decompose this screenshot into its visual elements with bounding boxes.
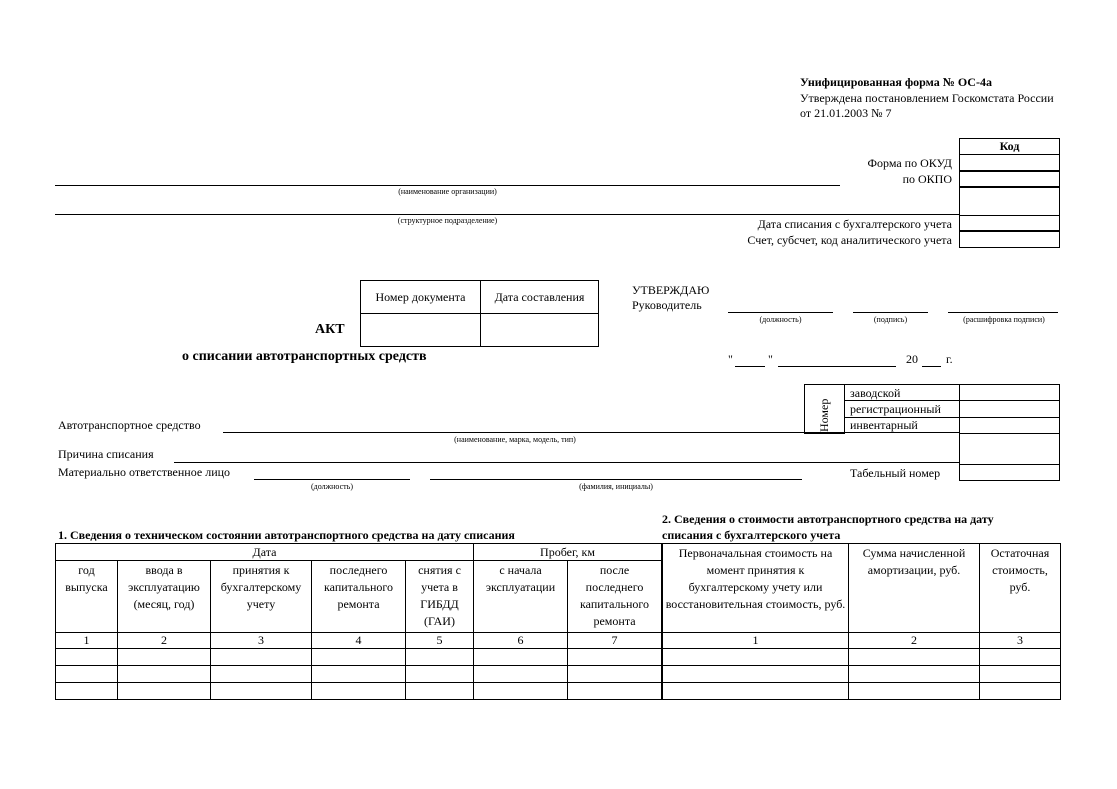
head-position-line[interactable] [728,312,833,313]
col-commissioning: ввода в эксплуатацию (месяц, год) [118,561,211,633]
org-name-line[interactable] [55,185,840,186]
okud-code-field[interactable] [959,154,1060,171]
okpo-label: по ОКПО [902,172,952,186]
section2-title-line2: списания с бухгалтерского учета [662,528,841,542]
vehicle-label: Автотранспортное средство [58,418,201,432]
vehicle-caption: (наименование, марка, модель, тип) [454,435,576,444]
form-title: Унифицированная форма № ОС-4а [800,75,992,89]
technical-state-table [55,543,662,700]
inventory-number-label: инвентарный [850,418,918,432]
act-title: АКТ [315,322,345,337]
responsible-name-line[interactable] [430,479,802,480]
decoding-caption: (расшифровка подписи) [963,315,1045,324]
table-cell[interactable] [568,649,662,666]
table-row [663,649,1061,666]
table-cell[interactable] [980,649,1061,666]
okud-label: Форма по ОКУД [867,156,952,170]
col-number: 6 [474,633,568,649]
act-subtitle: о списании автотранспортных средств [182,349,427,364]
date-year-line[interactable] [922,366,941,367]
doc-date-field[interactable] [481,314,599,347]
col-number: 3 [980,633,1061,649]
reason-label: Причина списания [58,447,154,461]
date-day-line[interactable] [735,366,765,367]
table-cell[interactable] [406,683,474,700]
col-deregistration: снятия с учета в ГИБДД (ГАИ) [406,561,474,633]
date-group-header: Дата [56,544,474,561]
section1-title: 1. Сведения о техническом состоянии автотранспортного средства на дату списания [58,528,515,542]
responsible-name-caption: (фамилия, инициалы) [579,482,653,491]
table-cell[interactable] [118,649,211,666]
col-depreciation: Сумма начисленной амортизации, руб. [849,544,980,633]
col-last-overhaul: последнего капитального ремонта [312,561,406,633]
registration-number-field[interactable] [960,401,1059,416]
doc-number-field[interactable] [361,314,481,347]
table-cell[interactable] [849,649,980,666]
col-number: 5 [406,633,474,649]
doc-number-table [360,280,599,347]
table-cell[interactable] [663,666,849,683]
col-mileage-total: с начала эксплуатации [474,561,568,633]
col-release-year: год выпуска [56,561,118,633]
factory-number-label: заводской [850,386,901,400]
doc-number-header: Номер документа [361,281,481,314]
col-mileage-after-overhaul: после последнего капитального ремонта [568,561,662,633]
table-cell[interactable] [849,666,980,683]
col-number: 4 [312,633,406,649]
table-row [56,666,662,683]
table-cell[interactable] [568,683,662,700]
date-quote-close: " [768,352,773,366]
okpo-code-field[interactable] [959,171,1060,187]
date-year-prefix: 20 [906,352,918,366]
col-number: 1 [56,633,118,649]
responsible-label: Материально ответственное лицо [58,465,231,479]
table-cell[interactable] [474,683,568,700]
date-month-line[interactable] [778,366,896,367]
codes-header: Код [999,139,1020,153]
account-field[interactable] [959,231,1060,248]
reason-line[interactable] [174,462,959,463]
table-cell[interactable] [406,649,474,666]
table-cell[interactable] [474,666,568,683]
dept-line[interactable] [55,214,959,215]
inventory-number-field[interactable] [960,418,1059,433]
col-number: 2 [849,633,980,649]
factory-number-field[interactable] [960,385,1059,400]
table-cell[interactable] [312,649,406,666]
table-cell[interactable] [211,683,312,700]
account-label: Счет, субсчет, код аналитического учета [747,233,952,247]
date-quote-open: " [728,352,733,366]
table-cell[interactable] [211,666,312,683]
dept-caption: (структурное подразделение) [397,216,498,225]
section2-title-line1: 2. Сведения о стоимости автотранспортного средства на дату [662,512,994,526]
table-cell[interactable] [474,649,568,666]
table-cell[interactable] [211,649,312,666]
mileage-group-header: Пробег, км [474,544,662,561]
table-cell[interactable] [56,683,118,700]
tab-number-field[interactable] [960,465,1059,480]
approved-line-2: от 21.01.2003 № 7 [800,106,892,120]
head-signature-line[interactable] [853,312,928,313]
table-cell[interactable] [980,666,1061,683]
approve-label: УТВЕРЖДАЮ [632,283,710,297]
col-number: 7 [568,633,662,649]
table-cell[interactable] [980,683,1061,700]
table-cell[interactable] [849,683,980,700]
registration-number-label: регистрационный [850,402,941,416]
table-cell[interactable] [56,649,118,666]
col-accounting-acceptance: принятия к бухгалтерскому учету [211,561,312,633]
table-cell[interactable] [312,683,406,700]
write-off-date-label: Дата списания с бухгалтерского учета [757,217,952,231]
approved-line-1: Утверждена постановлением Госкомстата России [800,91,1054,105]
table-row [56,649,662,666]
date-year-suffix: г. [946,352,953,366]
responsible-position-line[interactable] [254,479,410,480]
write-off-date-field[interactable] [959,215,1060,231]
table-row [663,666,1061,683]
col-number: 2 [118,633,211,649]
vehicle-line[interactable] [223,432,959,433]
table-cell[interactable] [56,666,118,683]
head-label: Руководитель [632,298,702,312]
cost-table [662,543,1061,700]
table-cell[interactable] [663,683,849,700]
tab-number-label: Табельный номер [850,466,941,480]
table-cell[interactable] [118,666,211,683]
table-cell[interactable] [663,649,849,666]
number-vertical-label: Номер [817,398,831,432]
col-number: 1 [663,633,849,649]
org-caption: (наименование организации) [398,187,497,196]
position-caption: (должность) [759,315,802,324]
table-cell[interactable] [312,666,406,683]
table-cell[interactable] [406,666,474,683]
signature-caption: (подпись) [873,315,908,324]
table-row [56,683,662,700]
doc-date-header: Дата составления [481,281,599,314]
table-cell[interactable] [568,666,662,683]
col-initial-cost: Первоначальная стоимость на момент принятия к бухгалтерскому учету или восстановительная стоимость, руб. [663,544,849,633]
head-decoding-line[interactable] [948,312,1058,313]
col-number: 3 [211,633,312,649]
table-cell[interactable] [118,683,211,700]
col-residual-cost: Остаточная стоимость, руб. [980,544,1061,633]
responsible-position-caption: (должность) [311,482,353,491]
table-row [663,683,1061,700]
